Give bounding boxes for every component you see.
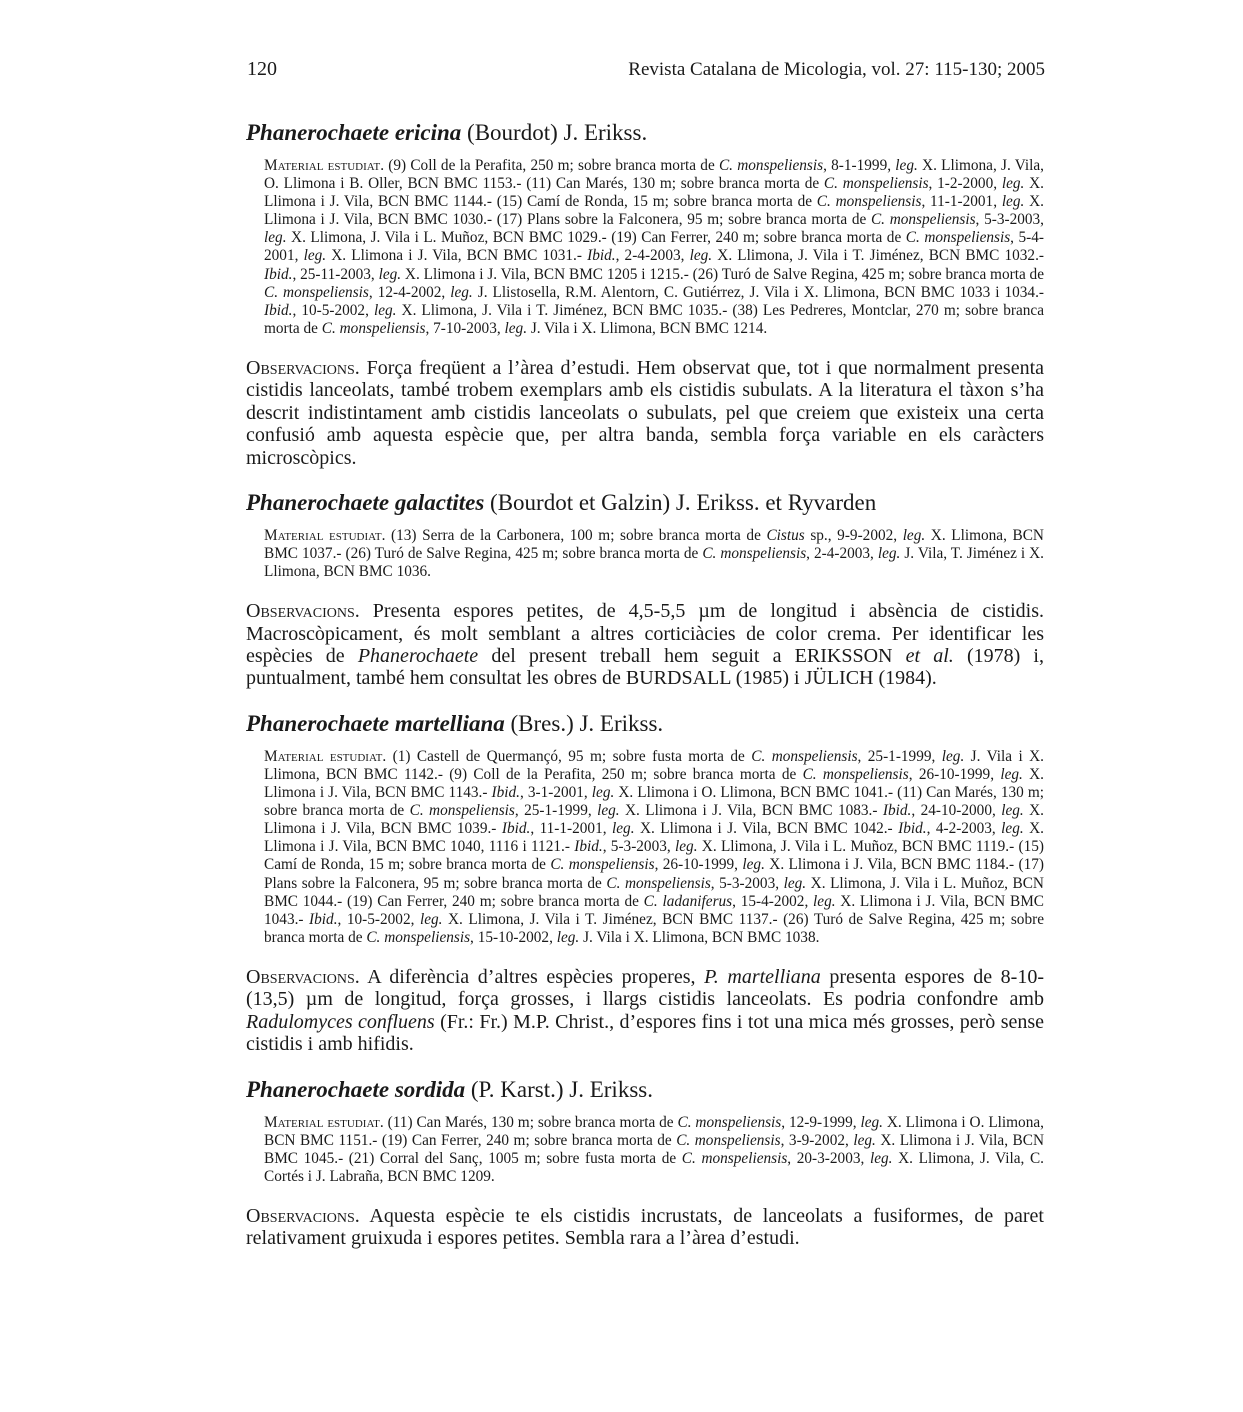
text-run: , 3-1-2001, xyxy=(519,784,592,802)
material-studied-label: Material estudiat. xyxy=(264,157,385,174)
observations-label: Observacions. xyxy=(246,600,360,623)
text-run: , 2-4-2003, xyxy=(615,247,690,265)
italic-term: Ibid. xyxy=(574,838,603,856)
italic-term: leg. xyxy=(504,319,528,337)
text-run: X. Llimona, J. Vila i L. Muñoz, BCN BMC 1029.- (19) Can Ferrer, 240 m; sobre branca morta de xyxy=(286,229,906,247)
text-run: presenta espores de 8-10-(13,5) µm de longitud, força grosses, i llargs cistidis lanceolats. Es podria confondre amb xyxy=(246,965,1045,1011)
species-heading xyxy=(246,488,1044,518)
text-run: , 25-1-1999, xyxy=(857,747,942,765)
italic-term: leg. xyxy=(597,802,620,820)
italic-term: Ibid. xyxy=(309,910,338,928)
text-run: X. Llimona i J. Vila, BCN BMC 1184.- (17) Plans sobre la Falconera, 95 m; sobre branca morta de xyxy=(264,856,1044,892)
italic-term: leg. xyxy=(378,265,402,283)
text-run: (Fr.: Fr.) M.P. Christ., d’espores fins i tot una mica més grosses, però sense cistidis i amb hifidis. xyxy=(246,1010,1045,1056)
text-run: , 12-9-1999, xyxy=(781,1113,861,1131)
text-run: X. Llimona i J. Vila, BCN BMC 1030.- (17) Plans sobre la Falconera, 95 m; sobre branca morta de xyxy=(264,193,1044,229)
text-run: , 3-9-2002, xyxy=(780,1131,854,1149)
text-run: , 5-3-2003, xyxy=(602,838,675,856)
running-header xyxy=(247,58,1045,81)
italic-term: Ibid. xyxy=(501,820,531,838)
italic-term: leg. xyxy=(783,874,807,892)
material-studied-label: Material estudiat. xyxy=(264,747,387,765)
italic-term: C. monspeliensis xyxy=(823,175,929,193)
italic-term: leg. xyxy=(1000,765,1023,783)
text-run: (13) Serra de la Carbonera, 100 m; sobre branca morta de xyxy=(385,526,767,544)
species-heading xyxy=(246,709,1044,739)
italic-term: C. monspeliensis xyxy=(366,928,471,946)
text-run: , 20-3-2003, xyxy=(787,1149,870,1167)
italic-term: C. monspeliensis xyxy=(802,765,909,783)
text-run: , 5-4-2001, xyxy=(264,229,1045,265)
italic-term: leg. xyxy=(689,247,713,265)
text-run: X. Llimona, J. Vila i T. Jiménez, BCN BMC 1137.- (26) Turó de Salve Regina, 425 m; sobre branca morta de xyxy=(264,910,1044,946)
species-name: Phanerochaete ericina xyxy=(246,120,462,145)
species-author: (Bres.) J. Erikss. xyxy=(504,710,664,736)
text-run: , 12-4-2002, xyxy=(368,283,451,301)
italic-term: leg. xyxy=(877,545,901,563)
text-run: , 11-1-2001, xyxy=(921,193,1002,211)
journal-citation: Revista Catalana de Micologia, vol. 27: 115-130; 2005 xyxy=(628,59,1045,80)
italic-term: leg. xyxy=(264,229,287,247)
text-run: J. Vila, T. Jiménez i X. Llimona, BCN BMC 1036. xyxy=(264,545,1044,581)
italic-term: leg. xyxy=(860,1113,883,1131)
text-run: , 24-10-2000, xyxy=(911,802,1002,820)
italic-term: C. monspeliensis xyxy=(870,211,976,229)
italic-term: C. monspeliensis xyxy=(264,283,369,301)
text-run: , 25-11-2003, xyxy=(292,265,379,283)
text-run: X. Llimona i J. Vila, BCN BMC 1205 i 1215.- (26) Turó de Salve Regina, 425 m; sobre branca morta de xyxy=(401,265,1044,283)
italic-term: Ibid. xyxy=(898,820,927,838)
text-run: Aquesta espècie te els cistidis incrustats, de lanceolats a fusiformes, de paret relativament gruixuda i espores petites. Sembla rara a l’àrea d’estudi. xyxy=(246,1204,1044,1250)
text-run: , 8-1-1999, xyxy=(823,157,896,174)
text-run: , 5-3-2003, xyxy=(710,874,784,892)
text-run: A diferència d’altres espècies properes, xyxy=(359,965,705,988)
italic-term: C. monspeliensis xyxy=(606,874,711,892)
text-run: X. Llimona i J. Vila, BCN BMC 1042.- xyxy=(634,820,899,838)
species-author: (P. Karst.) J. Erikss. xyxy=(465,1076,653,1102)
italic-term: C. monspeliensis xyxy=(702,545,807,563)
text-run: Força freqüent a l’àrea d’estudi. Hem observat que, tot i que normalment presenta cistidis lanceolats, també trobem exemplars amb els cistidis subulats. A la literatura el tàxon s’ha descrit indistintament amb cistidis lanceolats o subulats, pel que creiem que existeix una certa confusió amb aquesta espècie que, per altra banda, sembla força variable en els caràcters microscòpics. xyxy=(246,356,1044,469)
text-run: X. Llimona i J. Vila, BCN BMC 1143.- xyxy=(264,765,1045,802)
italic-term: C. ladaniferus xyxy=(643,892,733,910)
italic-term: leg. xyxy=(1001,802,1024,820)
text-run: , 10-5-2002, xyxy=(337,910,420,928)
italic-term: P. martelliana xyxy=(704,965,821,988)
species-heading xyxy=(246,1075,1044,1105)
page-number: 120 xyxy=(247,58,277,80)
italic-term: C. monspeliensis xyxy=(718,157,824,174)
text-run: , 15-4-2002, xyxy=(732,892,814,910)
text-run: , 26-10-1999, xyxy=(654,856,743,874)
article-body xyxy=(246,118,1044,1269)
text-run: , 1-2-2000, xyxy=(928,175,1002,193)
italic-term: leg. xyxy=(941,747,965,765)
italic-term: leg. xyxy=(419,910,443,928)
italic-term: leg. xyxy=(591,784,615,802)
observations xyxy=(246,966,1044,1056)
species-author: (Bourdot et Galzin) J. Erikss. et Ryvarden xyxy=(484,489,877,515)
italic-term: leg. xyxy=(869,1149,893,1167)
text-run: X. Llimona, J. Vila i T. Jiménez, BCN BMC 1032.- xyxy=(712,247,1044,265)
species-author: (Bourdot) J. Erikss. xyxy=(461,120,648,145)
italic-term: leg. xyxy=(373,301,397,319)
text-run: Presenta espores petites, de 4,5-5,5 µm de longitud i absència de cistidis. Macroscòpicament, és molt semblant a altres corticiàcies de color crema. Per identificar les espècies de xyxy=(246,600,1044,668)
observations xyxy=(246,357,1044,469)
text-run: , 15-10-2002, xyxy=(470,928,557,946)
italic-term: leg. xyxy=(1001,193,1025,211)
italic-term: C. monspeliensis xyxy=(816,193,922,211)
italic-term: leg. xyxy=(813,892,836,910)
text-run: J. Vila i X. Llimona, BCN BMC 1214. xyxy=(527,319,768,337)
italic-term: Radulomyces confluens xyxy=(246,1010,435,1033)
text-run: , 10-5-2002, xyxy=(292,301,374,319)
italic-term: leg. xyxy=(612,820,635,838)
species-name: Phanerochaete sordida xyxy=(246,1076,466,1102)
text-run: X. Llimona, J. Vila, C. Cortés i J. Labraña, BCN BMC 1209. xyxy=(264,1149,1044,1185)
italic-term: leg. xyxy=(303,247,327,265)
text-run: (1) Castell de Quermançó, 95 m; sobre fusta morta de xyxy=(386,747,752,765)
species-name: Phanerochaete martelliana xyxy=(246,710,505,736)
italic-term: leg. xyxy=(902,526,926,544)
italic-term: C. monspeliensis xyxy=(409,802,515,820)
observations-label: Observacions. xyxy=(246,1204,360,1227)
text-run: X. Llimona i J. Vila, BCN BMC 1043.- xyxy=(264,892,1044,928)
text-run: , 4-2-2003, xyxy=(926,820,1002,838)
italic-term: C. monspeliensis xyxy=(677,1113,782,1131)
text-run: X. Llimona, J. Vila, O. Llimona i B. Oller, BCN BMC 1153.- (11) Can Marés, 130 m; sobre branca morta de xyxy=(264,157,1044,193)
italic-term: C. monspeliensis xyxy=(681,1149,788,1167)
text-run: X. Llimona i J. Vila, BCN BMC 1045.- (21) Corral del Sanç, 1005 m; sobre fusta morta de xyxy=(264,1131,1044,1167)
italic-term: et al. xyxy=(905,645,954,668)
text-run: X. Llimona i J. Vila, BCN BMC 1083.- xyxy=(619,802,883,820)
italic-term: C. monspeliensis xyxy=(550,856,655,874)
italic-term: leg. xyxy=(556,928,580,946)
text-run: X. Llimona, J. Vila i T. Jiménez, BCN BMC 1035.- (38) Les Pedreres, Montclar, 270 m; sobre branca morta de xyxy=(264,301,1045,337)
text-run: , 25-1-1999, xyxy=(514,802,598,820)
italic-term: Ibid. xyxy=(587,247,616,265)
text-run: J. Vila i X. Llimona, BCN BMC 1038. xyxy=(579,928,820,946)
text-run: , 5-3-2003, xyxy=(975,211,1044,229)
italic-term: Cistus xyxy=(766,526,805,544)
italic-term: leg. xyxy=(1001,820,1024,838)
italic-term: C. monspeliensis xyxy=(905,229,1011,247)
italic-term: Ibid. xyxy=(264,301,293,319)
text-run: , 2-4-2003, xyxy=(806,545,878,563)
species-name: Phanerochaete galactites xyxy=(246,489,485,515)
text-run: X. Llimona, J. Vila i L. Muñoz, BCN BMC 1119.- (15) Camí de Ronda, 15 m; sobre branca morta de xyxy=(264,838,1044,874)
material-studied xyxy=(264,157,1044,338)
text-run: , 11-1-2001, xyxy=(530,820,612,838)
material-studied xyxy=(264,1114,1044,1186)
text-run: X. Llimona i J. Vila, BCN BMC 1039.- xyxy=(264,802,1044,838)
text-run: X. Llimona i J. Vila, BCN BMC 1031.- xyxy=(326,247,588,265)
material-studied-label: Material estudiat. xyxy=(264,526,386,544)
italic-term: C. monspeliensis xyxy=(321,319,426,337)
species-heading xyxy=(246,118,1044,148)
italic-term: leg. xyxy=(742,856,765,874)
text-run: X. Llimona i O. Llimona, BCN BMC 1151.- (19) Can Ferrer, 240 m; sobre branca morta de xyxy=(264,1113,1044,1149)
italic-term: leg. xyxy=(1001,175,1025,193)
material-studied xyxy=(264,748,1044,947)
italic-term: C. monspeliensis xyxy=(751,747,858,765)
italic-term: Phanerochaete xyxy=(357,645,479,668)
observations-label: Observacions. xyxy=(246,965,360,988)
italic-term: leg. xyxy=(895,157,918,174)
italic-term: leg. xyxy=(450,283,473,301)
text-run: (11) Can Marés, 130 m; sobre branca morta de xyxy=(383,1113,678,1131)
text-run: (9) Coll de la Perafita, 250 m; sobre branca morta de xyxy=(384,157,719,174)
observations-label: Observacions. xyxy=(246,356,360,379)
italic-term: leg. xyxy=(853,1131,876,1149)
text-run: X. Llimona i J. Vila, BCN BMC 1144.- (15) Camí de Ronda, 15 m; sobre branca morta de xyxy=(264,175,1044,211)
observations xyxy=(246,600,1044,690)
text-run: X. Llimona i O. Llimona, BCN BMC 1041.- (11) Can Marés, 130 m; sobre branca morta de xyxy=(264,784,1044,820)
text-run: , 26-10-1999, xyxy=(908,765,1001,783)
text-run: X. Llimona i J. Vila, BCN BMC 1040, 1116 i 1121.- xyxy=(264,820,1044,856)
italic-term: Ibid. xyxy=(882,802,912,820)
italic-term: leg. xyxy=(675,838,698,856)
text-run: J. Llistosella, R.M. Alentorn, C. Gutiérrez, J. Vila i X. Llimona, BCN BMC 1033 i 1034.- xyxy=(472,283,1044,301)
text-run: (1978) i, puntualment, també hem consultat les obres de BURDSALL (1985) i JÜLICH (1984). xyxy=(246,645,1044,690)
material-studied xyxy=(264,527,1044,581)
text-run: X. Llimona, J. Vila i L. Muñoz, BCN BMC 1044.- (19) Can Ferrer, 240 m; sobre branca morta de xyxy=(264,874,1044,910)
text-run: del present treball hem seguit a ERIKSSON xyxy=(478,645,906,668)
observations xyxy=(246,1205,1044,1250)
text-run: J. Vila i X. Llimona, BCN BMC 1142.- (9) Coll de la Perafita, 250 m; sobre branca morta de xyxy=(264,747,1044,783)
italic-term: C. monspeliensis xyxy=(676,1131,781,1149)
italic-term: Ibid. xyxy=(491,784,520,802)
material-studied-label: Material estudiat. xyxy=(264,1113,384,1131)
text-run: sp., 9-9-2002, xyxy=(804,526,903,544)
text-run: , 7-10-2003, xyxy=(425,319,505,337)
italic-term: Ibid. xyxy=(264,265,293,283)
text-run: X. Llimona, BCN BMC 1037.- (26) Turó de Salve Regina, 425 m; sobre branca morta de xyxy=(264,526,1044,563)
